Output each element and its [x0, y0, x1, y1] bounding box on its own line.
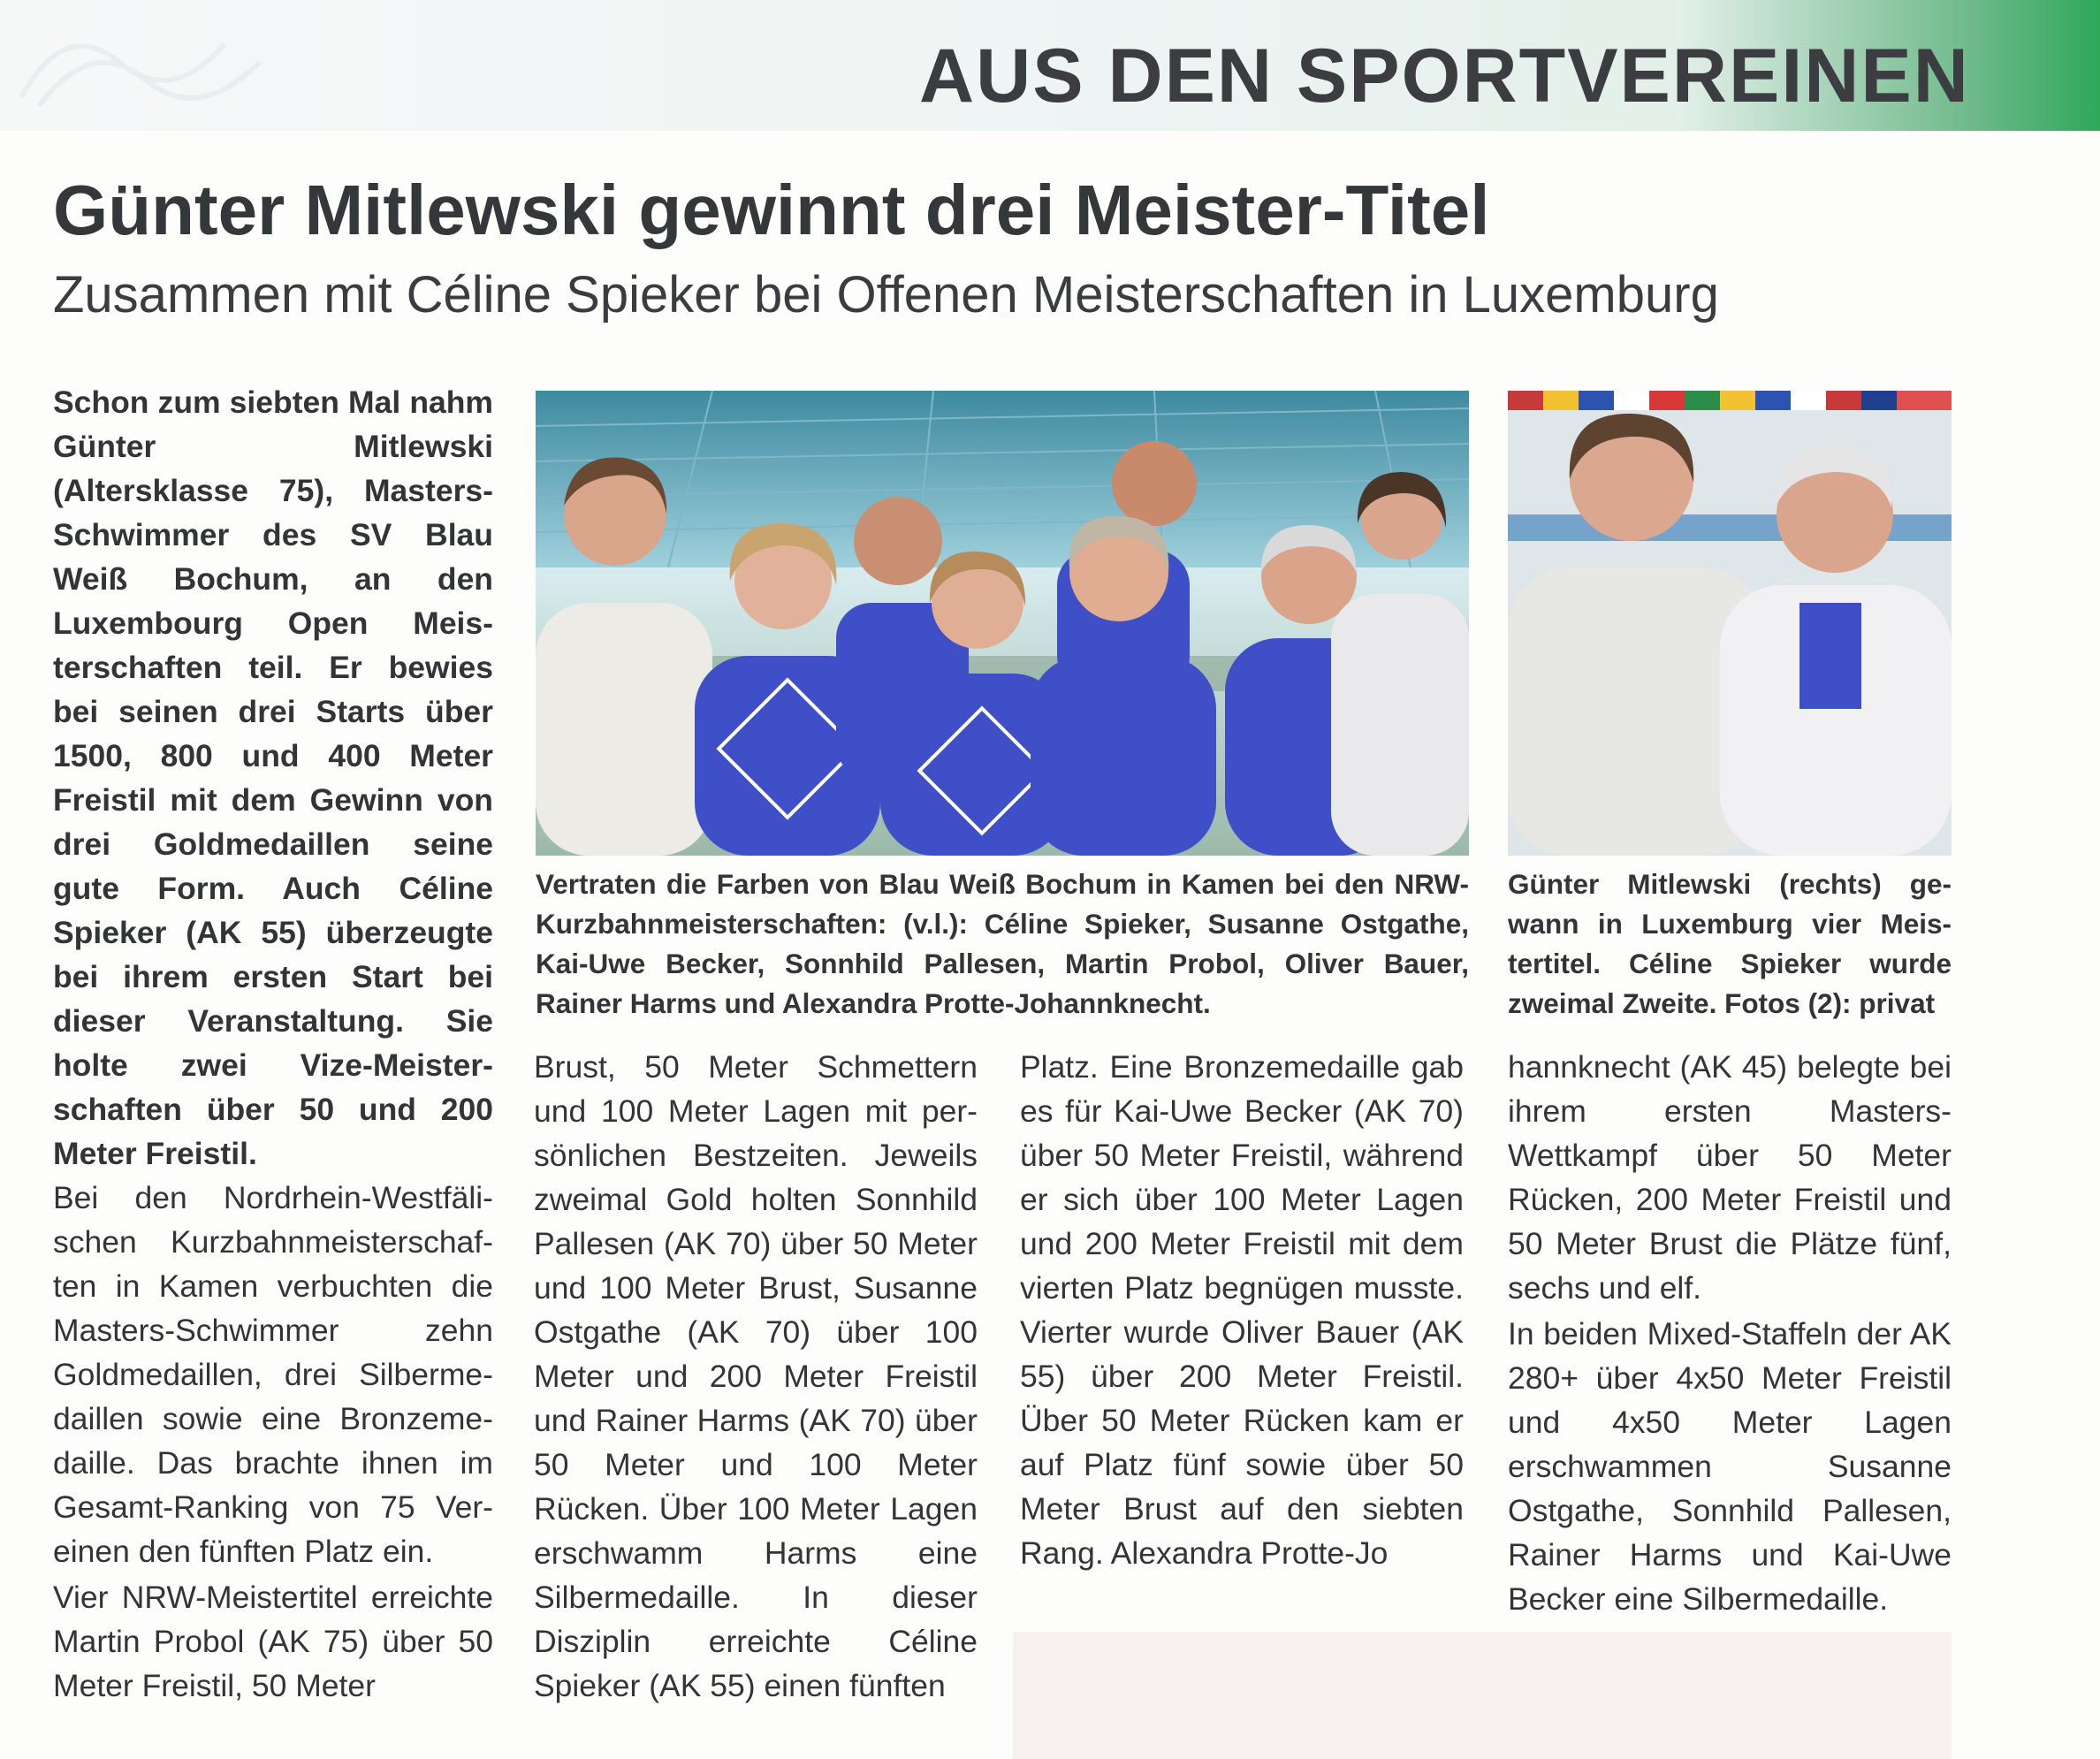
body-paragraph: Vier NRW-Meistertitel erreichte Martin Probol (AK 75) über 50 Meter Freistil, 50 Meter	[53, 1580, 493, 1703]
photo-caption-duo: Günter Mitlewski (rechts) gewann in Luxemburg vier Meistertitel. Céline Spieker wurde zweimal Zweite. Fotos (2): privat	[1508, 868, 1952, 1019]
flag-row	[1508, 391, 1952, 410]
body-paragraph: Brust, 50 Meter Schmettern und 100 Meter Lagen mit persönlichen Bestzeiten. Jeweils zweimal Gold holten Sonnhild Pallesen (AK 70) über 50 Meter und 100 Meter Brust, Susanne Ostgathe (AK 70) über 100 Meter und 200 Meter Freistil und Rainer Harms (AK 70) über 50 Meter und 100 Meter Rücken. Über 100 Meter Lagen erschwamm Harms eine Silbermedaille. In dieser Disziplin erreichte Céline Spieker (AK 55) einen fünften	[534, 1049, 978, 1703]
photo-caption-team: Vertraten die Farben von Blau Weiß Bochum in Kamen bei den NRW-Kurzbahnmeisterschaften: (v.l.): Céline Spieker, Susanne Ostgathe, Kai-Uwe Becker, Sonnhild Pallesen, Martin Probol, Oliver Bauer, Rainer Harms und Alexandra Protte-Johannknecht.	[536, 868, 1469, 1019]
duo-photo	[1508, 391, 1952, 856]
advertisement-box	[1013, 1632, 1952, 1759]
team-photo-illustration	[536, 391, 1469, 856]
team-group-photo	[536, 391, 1469, 856]
text-column-4	[1508, 1045, 1952, 1628]
text-column-3	[1020, 1045, 1464, 1628]
lead-paragraph: Schon zum siebten Mal nahm Günter Mitlewski (Altersklasse 75), Masters-Schwimmer des SV Blau Weiß Bochum, an den Luxembourg Open Meisterschaften teil. Er bewies bei seinen drei Starts über 1500, 800 und 400 Meter Freistil mit dem Gewinn von drei Goldmedaillen seine gute Form. Auch Céline Spieker (AK 55) überzeugte bei ihrem ersten Start bei dieser Veranstaltung. Sie holte zwei Vize-Meisterschaften über 50 und 200 Meter Freistil.	[53, 385, 493, 1171]
section-banner	[0, 0, 2100, 131]
text-column-1	[53, 380, 493, 1724]
subheadline: Zusammen mit Céline Spieker bei Offenen Meisterschaften in Luxemburg	[53, 266, 1719, 324]
body-paragraph: Platz. Eine Bronzemedaille gab es für Kai-Uwe Becker (AK 70) über 50 Meter Freistil, während er sich über 100 Meter Lagen und 200 Meter Freistil mit dem vierten Platz begnügen musste. Vierter wurde Oliver Bauer (AK 55) über 200 Meter Freistil. Über 50 Meter Rücken kam er auf Platz fünf sowie über 50 Meter Brust auf den siebten Rang. Alexandra Protte-Jo	[1020, 1049, 1464, 1571]
text-column-2	[534, 1045, 978, 1717]
body-paragraph: hannknecht (AK 45) belegte bei ihrem ersten Masters-Wettkampf über 50 Meter Rücken, 200 Meter Freistil und 50 Meter Brust die Plätze fünf, sechs und elf.	[1508, 1049, 1952, 1306]
section-title: AUS DEN SPORTVEREINEN	[919, 34, 1970, 118]
body-paragraph: In beiden Mixed-Staffeln der AK 280+ über 4x50 Meter Freistil und 4x50 Meter Lagen erschwammen Susanne Ostgathe, Sonnhild Pallesen, Rainer Harms und Kai-Uwe Becker eine Silbermedaille.	[1508, 1316, 1952, 1617]
duo-photo-illustration	[1508, 391, 1952, 856]
body-paragraph: Bei den Nordrhein-Westfälischen Kurzbahnmeisterschaften in Kamen verbuchten die Masters-Schwimmer zehn Goldmedaillen, drei Silbermedaillen sowie eine Bronzemedaille. Das brachte ihnen im Gesamt-Ranking von 75 Vereinen den fünften Platz ein.	[53, 1180, 493, 1569]
banner-decoration	[12, 9, 278, 113]
headline: Günter Mitlewski gewinnt drei Meister-Titel	[53, 171, 1490, 249]
